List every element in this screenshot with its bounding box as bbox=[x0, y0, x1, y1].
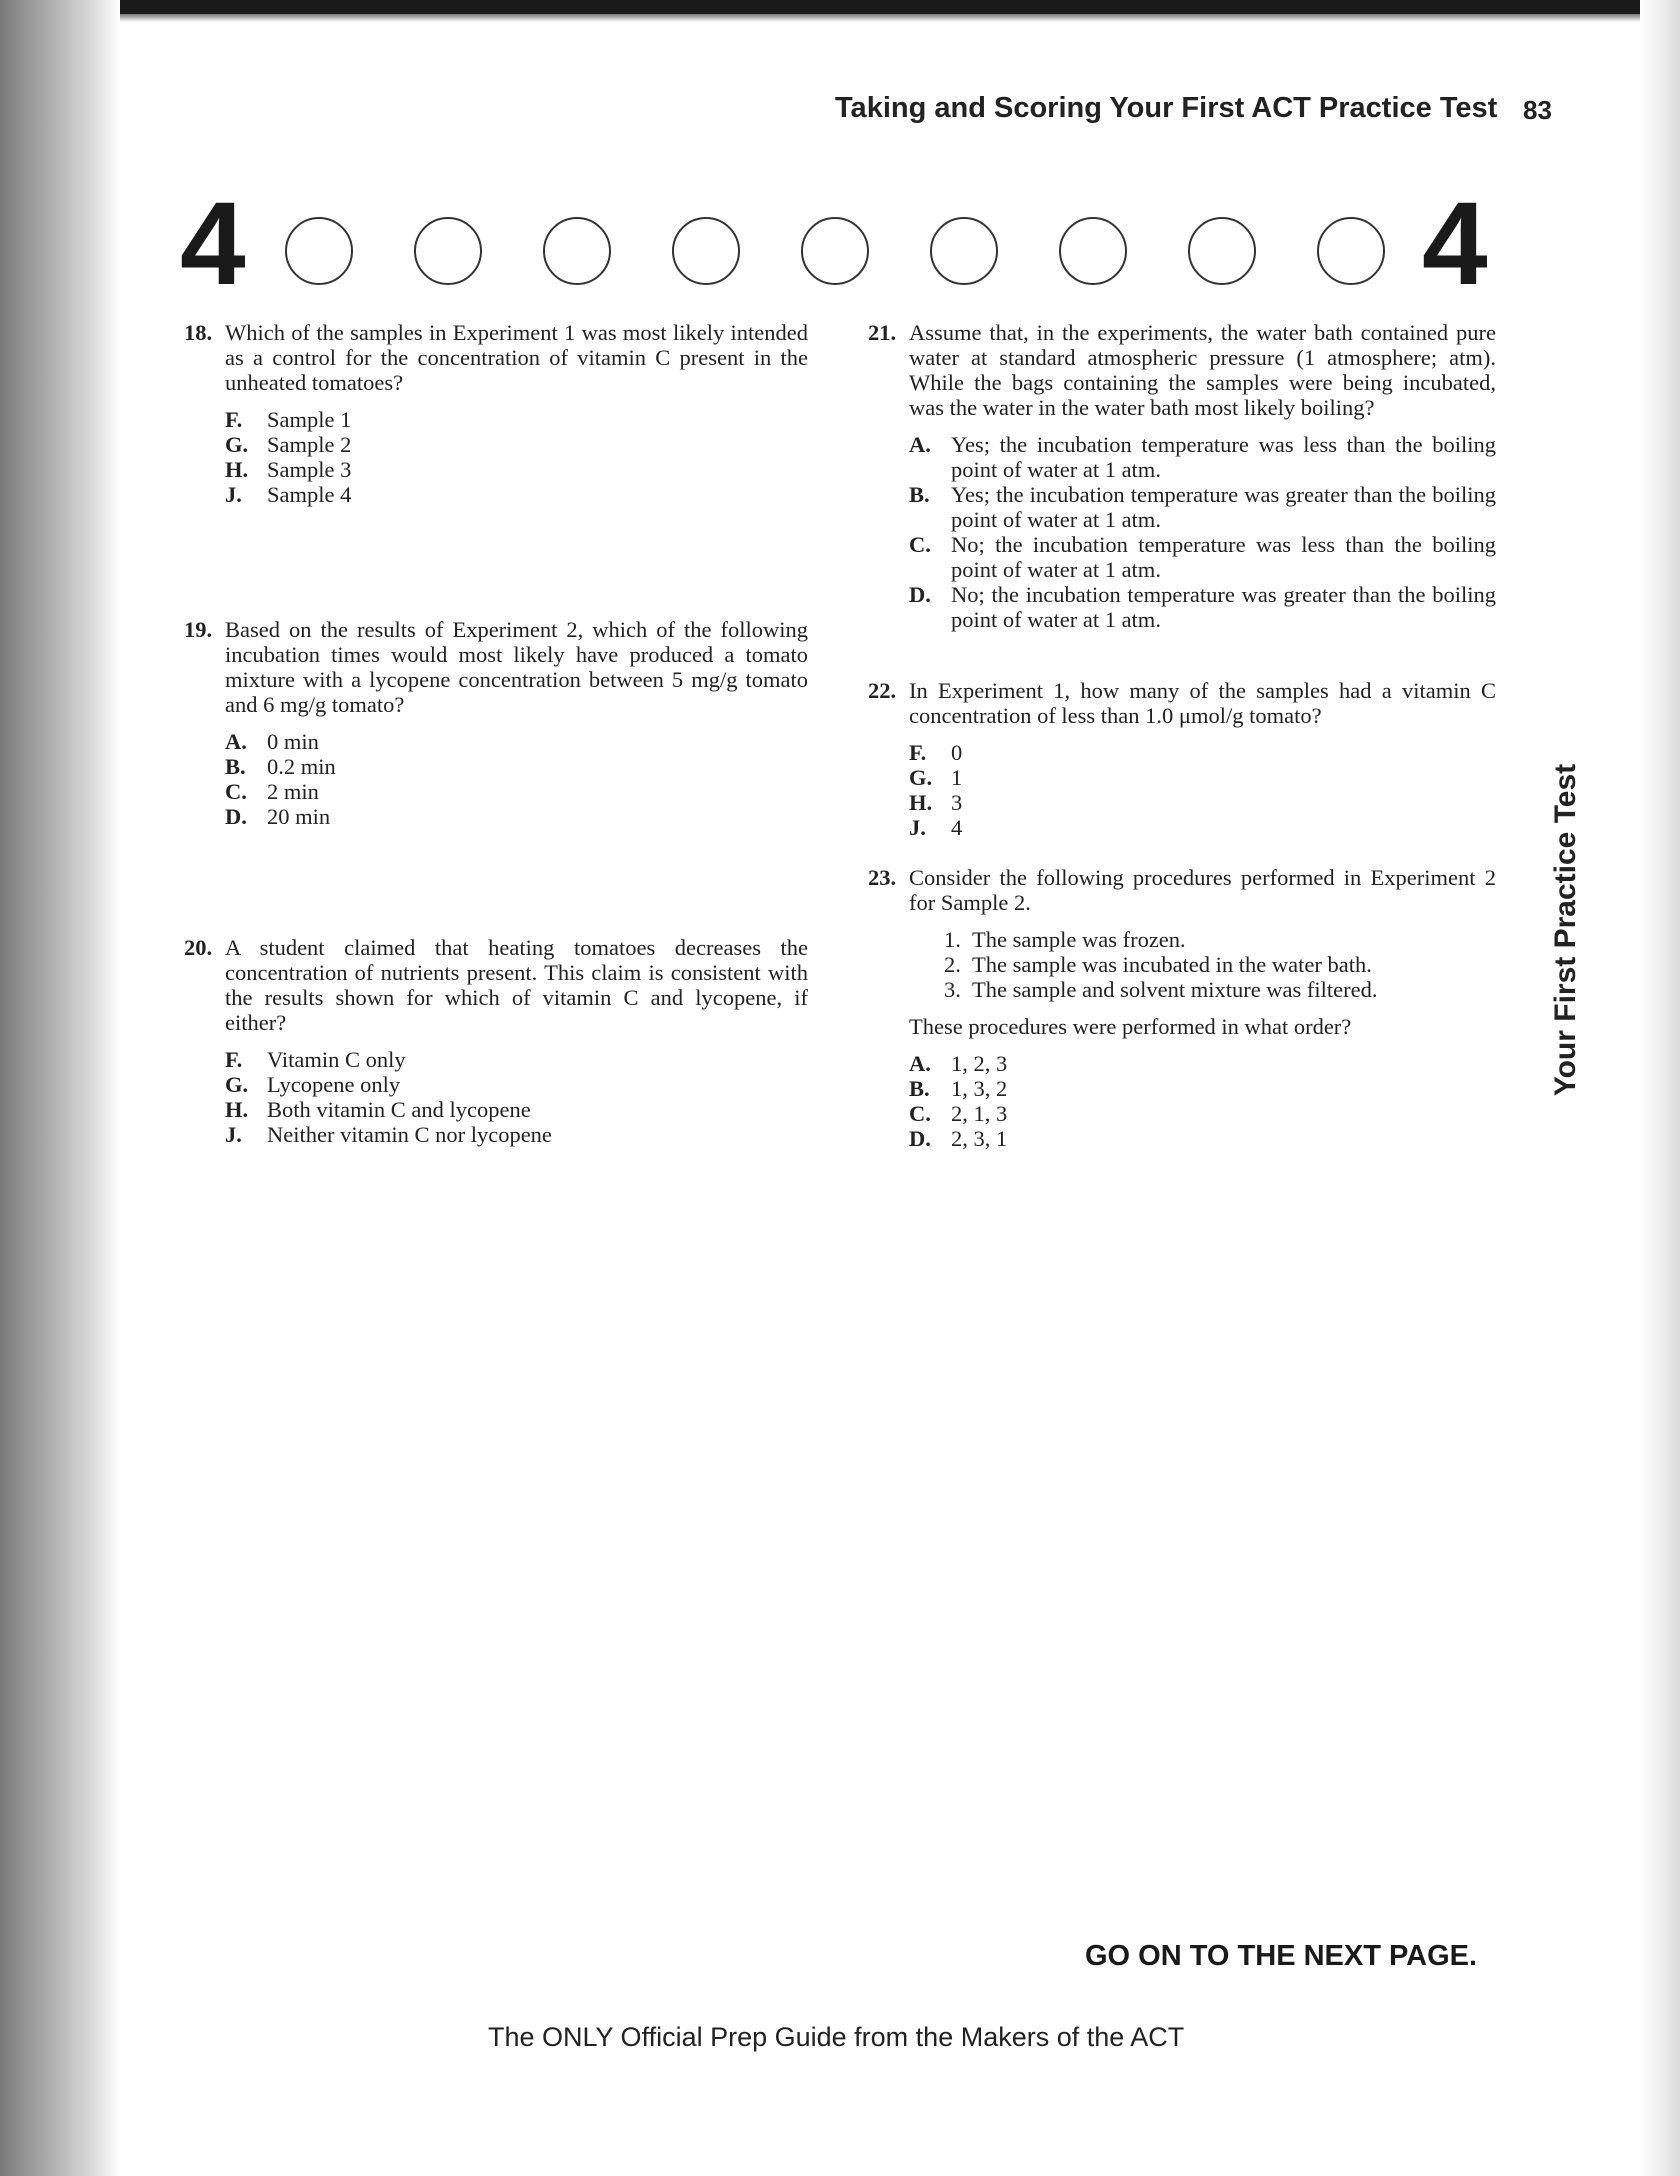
answer-option[interactable] bbox=[225, 754, 808, 779]
option-text: 2, 1, 3 bbox=[951, 1101, 1008, 1126]
question-23 bbox=[868, 865, 1496, 1151]
option-text: Lycopene only bbox=[267, 1072, 401, 1097]
procedure-step bbox=[944, 927, 1496, 952]
step-text: The sample was frozen. bbox=[972, 927, 1186, 952]
option-text: Yes; the incubation temperature was greater than the boiling point of water at 1 atm. bbox=[951, 482, 1496, 532]
answer-option[interactable] bbox=[909, 432, 1496, 482]
option-letter: B. bbox=[225, 754, 246, 779]
answer-option[interactable] bbox=[909, 790, 1496, 815]
answer-option[interactable] bbox=[909, 815, 1496, 840]
answer-option[interactable] bbox=[909, 1101, 1496, 1126]
option-text: Yes; the incubation temperature was less than the boiling point of water at 1 atm. bbox=[951, 432, 1496, 482]
option-text: 2, 3, 1 bbox=[951, 1126, 1008, 1151]
option-text: No; the incubation temperature was less than the boiling point of water at 1 atm. bbox=[951, 532, 1496, 582]
answer-option[interactable] bbox=[225, 1072, 808, 1097]
option-text: Sample 4 bbox=[267, 482, 352, 507]
option-text: 3 bbox=[951, 790, 963, 815]
option-text: Vitamin C only bbox=[267, 1047, 406, 1072]
page-top-edge bbox=[0, 0, 1680, 14]
question-22 bbox=[868, 678, 1496, 840]
option-text: 1 bbox=[951, 765, 963, 790]
answer-option[interactable] bbox=[225, 1047, 808, 1072]
option-letter: J. bbox=[225, 1122, 242, 1147]
book-spine-shadow bbox=[0, 0, 120, 2176]
option-text: 0.2 min bbox=[267, 754, 336, 779]
step-number: 3. bbox=[944, 977, 961, 1002]
answer-option[interactable] bbox=[909, 1051, 1496, 1076]
option-text: Sample 3 bbox=[267, 457, 352, 482]
option-text: 2 min bbox=[267, 779, 319, 804]
side-tab-label: Your First Practice Test bbox=[1549, 763, 1582, 1097]
banner-circle bbox=[930, 217, 998, 285]
question-stem: Assume that, in the experiments, the water bath contained pure water at standard atmospheric pressure (1 atmosphere; atm). While the bags containing the samples were being incubated, was the water in the water bath most likely boiling? bbox=[909, 320, 1496, 420]
step-text: The sample was incubated in the water bath. bbox=[972, 952, 1372, 977]
option-letter: G. bbox=[225, 432, 249, 457]
question-number: 21. bbox=[868, 320, 897, 345]
answer-option[interactable] bbox=[225, 457, 808, 482]
option-letter: B. bbox=[909, 482, 930, 507]
question-number: 18. bbox=[184, 320, 213, 345]
page-footer: The ONLY Official Prep Guide from the Makers of the ACT bbox=[488, 2022, 1185, 2052]
option-letter: J. bbox=[225, 482, 242, 507]
question-number: 19. bbox=[184, 617, 213, 642]
question-20 bbox=[184, 935, 808, 1147]
section-number-right: 4 bbox=[1422, 178, 1488, 310]
page-top-shadow bbox=[0, 14, 1680, 22]
answer-options bbox=[909, 432, 1496, 632]
option-letter: A. bbox=[225, 729, 247, 754]
running-head: Taking and Scoring Your First ACT Practice Test bbox=[835, 92, 1498, 124]
option-letter: A. bbox=[909, 1051, 931, 1076]
question-stem: A student claimed that heating tomatoes decreases the concentration of nutrients present. This claim is consistent with the results shown for which of vitamin C and lycopene, if either? bbox=[225, 935, 808, 1035]
question-follow-up: These procedures were performed in what order? bbox=[909, 1014, 1352, 1039]
page-right-edge bbox=[1640, 0, 1680, 2176]
answer-options bbox=[225, 407, 808, 507]
answer-options bbox=[909, 740, 1496, 840]
step-number: 1. bbox=[944, 927, 961, 952]
option-letter: B. bbox=[909, 1076, 930, 1101]
procedure-step bbox=[944, 952, 1496, 977]
answer-option[interactable] bbox=[225, 729, 808, 754]
answer-option[interactable] bbox=[225, 779, 808, 804]
question-stem: Consider the following procedures performed in Experiment 2 for Sample 2. bbox=[909, 865, 1496, 915]
option-letter: C. bbox=[225, 779, 247, 804]
answer-option[interactable] bbox=[909, 1076, 1496, 1101]
option-letter: D. bbox=[909, 582, 931, 607]
answer-option[interactable] bbox=[225, 432, 808, 457]
option-text: 20 min bbox=[267, 804, 331, 829]
question-number: 23. bbox=[868, 865, 897, 890]
answer-option[interactable] bbox=[909, 482, 1496, 532]
option-text: 4 bbox=[951, 815, 963, 840]
option-letter: H. bbox=[225, 1097, 249, 1122]
option-letter: C. bbox=[909, 532, 931, 557]
answer-options bbox=[225, 729, 808, 829]
question-stem: Which of the samples in Experiment 1 was most likely intended as a control for the concentration of vitamin C present in the unheated tomatoes? bbox=[225, 320, 808, 395]
question-18 bbox=[184, 320, 808, 507]
option-letter: D. bbox=[225, 804, 247, 829]
option-text: Neither vitamin C nor lycopene bbox=[267, 1122, 552, 1147]
answer-option[interactable] bbox=[225, 804, 808, 829]
step-text: The sample and solvent mixture was filtered. bbox=[972, 977, 1378, 1002]
go-on-notice: GO ON TO THE NEXT PAGE. bbox=[1085, 1940, 1478, 1972]
option-letter: F. bbox=[909, 740, 927, 765]
option-letter: C. bbox=[909, 1101, 931, 1126]
page-number: 83 bbox=[1523, 95, 1552, 125]
answer-option[interactable] bbox=[909, 1126, 1496, 1151]
option-letter: A. bbox=[909, 432, 931, 457]
banner-circle bbox=[285, 217, 353, 285]
step-number: 2. bbox=[944, 952, 961, 977]
option-letter: H. bbox=[225, 457, 249, 482]
banner-circle bbox=[672, 217, 740, 285]
answer-options bbox=[909, 1051, 1496, 1151]
option-letter: H. bbox=[909, 790, 933, 815]
option-text: Sample 2 bbox=[267, 432, 352, 457]
question-19 bbox=[184, 617, 808, 829]
answer-option[interactable] bbox=[909, 532, 1496, 582]
option-letter: G. bbox=[225, 1072, 249, 1097]
option-text: 1, 3, 2 bbox=[951, 1076, 1008, 1101]
question-number: 22. bbox=[868, 678, 897, 703]
answer-option[interactable] bbox=[225, 1097, 808, 1122]
option-letter: G. bbox=[909, 765, 933, 790]
banner-circle bbox=[1188, 217, 1256, 285]
banner-circle bbox=[1059, 217, 1127, 285]
answer-option[interactable] bbox=[909, 765, 1496, 790]
procedure-list bbox=[944, 927, 1496, 1002]
option-text: No; the incubation temperature was greater than the boiling point of water at 1 atm. bbox=[951, 582, 1496, 632]
question-stem: In Experiment 1, how many of the samples had a vitamin C concentration of less than 1.0 μmol/g tomato? bbox=[909, 678, 1496, 728]
option-text: Both vitamin C and lycopene bbox=[267, 1097, 531, 1122]
banner-circle bbox=[543, 217, 611, 285]
answer-option[interactable] bbox=[225, 407, 808, 432]
option-text: Sample 1 bbox=[267, 407, 352, 432]
banner-circle bbox=[1317, 217, 1385, 285]
answer-option[interactable] bbox=[909, 740, 1496, 765]
option-text: 0 bbox=[951, 740, 963, 765]
option-letter: F. bbox=[225, 1047, 243, 1072]
option-letter: F. bbox=[225, 407, 243, 432]
banner-circle bbox=[801, 217, 869, 285]
answer-option[interactable] bbox=[225, 482, 808, 507]
option-letter: J. bbox=[909, 815, 926, 840]
answer-option[interactable] bbox=[909, 582, 1496, 632]
answer-options bbox=[225, 1047, 808, 1147]
banner-circle bbox=[414, 217, 482, 285]
option-letter: D. bbox=[909, 1126, 931, 1151]
question-stem: Based on the results of Experiment 2, which of the following incubation times would most likely have produced a tomato mixture with a lycopene concentration between 5 mg/g tomato and 6 mg/g tomato? bbox=[225, 617, 808, 717]
question-21 bbox=[868, 320, 1496, 632]
option-text: 1, 2, 3 bbox=[951, 1051, 1008, 1076]
section-number-left: 4 bbox=[180, 178, 246, 310]
option-text: 0 min bbox=[267, 729, 319, 754]
answer-option[interactable] bbox=[225, 1122, 808, 1147]
procedure-step bbox=[944, 977, 1496, 1002]
question-number: 20. bbox=[184, 935, 213, 960]
